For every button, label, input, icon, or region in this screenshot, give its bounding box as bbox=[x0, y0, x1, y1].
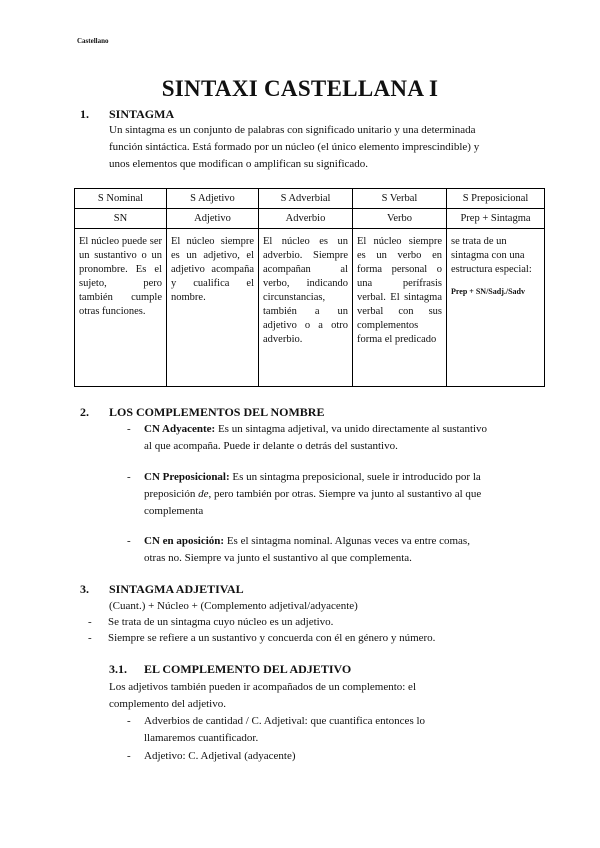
section-title: SINTAGMA ADJETIVAL bbox=[109, 582, 244, 596]
header-label: Castellano bbox=[77, 37, 109, 45]
table-type-cell: SN bbox=[75, 209, 167, 229]
item-text: al que acompaña. Puede ir delante o detrás del sustantivo. bbox=[144, 440, 398, 452]
section-number: 3. bbox=[80, 582, 89, 596]
section-number: 3.1. bbox=[109, 662, 127, 676]
table-type-row bbox=[75, 209, 545, 229]
sintagma-table bbox=[74, 188, 545, 387]
item-text: Adverbios de cantidad / C. Adjetival: que cuantifica entonces lo bbox=[144, 715, 426, 727]
section-1-paragraph bbox=[109, 122, 479, 173]
section-title: EL COMPLEMENTO DEL ADJETIVO bbox=[144, 662, 352, 676]
section-3-1-paragraph bbox=[109, 679, 416, 713]
table-description-cell: El núcleo siempre es un verbo en forma personal o una perífrasis verbal. El sintagma verbal con sus complementos forma el predicado bbox=[353, 229, 447, 387]
item-text: Es un sintagma preposicional, suele ir introducido por la bbox=[229, 471, 481, 483]
table-type-cell: Adjetivo bbox=[167, 209, 259, 229]
item-text: otras no. Siempre va junto el sustantivo al que complementa. bbox=[144, 552, 412, 564]
item-text: Es el sintagma nominal. Algunas veces va entre comas, bbox=[224, 535, 470, 547]
paragraph-line: Los adjetivos también pueden ir acompañados de un complemento: el bbox=[109, 681, 416, 693]
table-description-cell bbox=[447, 229, 545, 387]
table-header-cell: S Adverbial bbox=[259, 189, 353, 209]
table-header-cell: S Nominal bbox=[75, 189, 167, 209]
cell-text: se trata de un sintagma con una estructura especial: bbox=[451, 236, 532, 275]
item-italic: de bbox=[198, 488, 209, 500]
table-header-cell: S Adjetivo bbox=[167, 189, 259, 209]
item-text: Es un sintagma adjetival, va unido directamente al sustantivo bbox=[215, 423, 488, 435]
table-type-cell: Verbo bbox=[353, 209, 447, 229]
paragraph-line: función sintáctica. Está formado por un núcleo (el único elemento imprescindible) y bbox=[109, 141, 480, 153]
item-lead: CN Adyacente: bbox=[144, 423, 216, 435]
page-title: SINTAXI CASTELLANA I bbox=[161, 76, 439, 101]
item-lead: CN en aposición: bbox=[144, 535, 225, 547]
dash-marker: - bbox=[88, 632, 92, 644]
dash-marker: - bbox=[127, 423, 131, 435]
item-text: preposición bbox=[144, 488, 199, 500]
section-number: 2. bbox=[80, 405, 89, 419]
table-description-cell: El núcleo puede ser un sustantivo o un pronombre. Es el sujeto, pero también cumple otras funciones. bbox=[75, 229, 167, 387]
table-type-cell: Adverbio bbox=[259, 209, 353, 229]
item-text: complementa bbox=[144, 505, 204, 517]
table-description-cell: El núcleo siempre es un adjetivo, el adjetivo acompaña y cualifica el nombre. bbox=[167, 229, 259, 387]
table-description-row bbox=[75, 229, 545, 387]
dash-marker: - bbox=[127, 715, 131, 727]
dash-marker: - bbox=[127, 750, 131, 762]
adjetival-formula: (Cuant.) + Núcleo + (Complemento adjetival/adyacente) bbox=[109, 600, 358, 612]
table-type-cell: Prep + Sintagma bbox=[447, 209, 545, 229]
paragraph-line: Un sintagma es un conjunto de palabras con significado unitario y una determinada bbox=[109, 124, 476, 136]
dash-marker: - bbox=[127, 471, 131, 483]
section-number: 1. bbox=[80, 107, 89, 121]
item-lead: CN Preposicional: bbox=[144, 471, 230, 483]
table-description-cell: El núcleo es un adverbio. Siempre acompañan al verbo, indicando circunstancias, también a un adjetivo o a otro adverbio. bbox=[259, 229, 353, 387]
paragraph-line: complemento del adjetivo. bbox=[109, 698, 226, 710]
item-text: llamaremos cuantificador. bbox=[144, 732, 259, 744]
dash-marker: - bbox=[127, 535, 131, 547]
section-title: SINTAGMA bbox=[109, 107, 175, 121]
table-header-row bbox=[75, 189, 545, 209]
prep-formula: Prep + SN/Sadj./Sadv bbox=[451, 287, 525, 296]
section-title: LOS COMPLEMENTOS DEL NOMBRE bbox=[109, 405, 325, 419]
item-text: Se trata de un sintagma cuyo núcleo es un adjetivo. bbox=[108, 616, 334, 628]
item-text: , pero también por otras. Siempre va junto al sustantivo al que bbox=[208, 488, 482, 500]
paragraph-line: unos elementos que modifican o amplifican su significado. bbox=[109, 158, 369, 170]
table-header-cell: S Verbal bbox=[353, 189, 447, 209]
table-header-cell: S Preposicional bbox=[447, 189, 545, 209]
dash-marker: - bbox=[88, 616, 92, 628]
item-text: Adjetivo: C. Adjetival (adyacente) bbox=[144, 750, 296, 762]
item-text: Siempre se refiere a un sustantivo y concuerda con él en género y número. bbox=[108, 632, 436, 644]
